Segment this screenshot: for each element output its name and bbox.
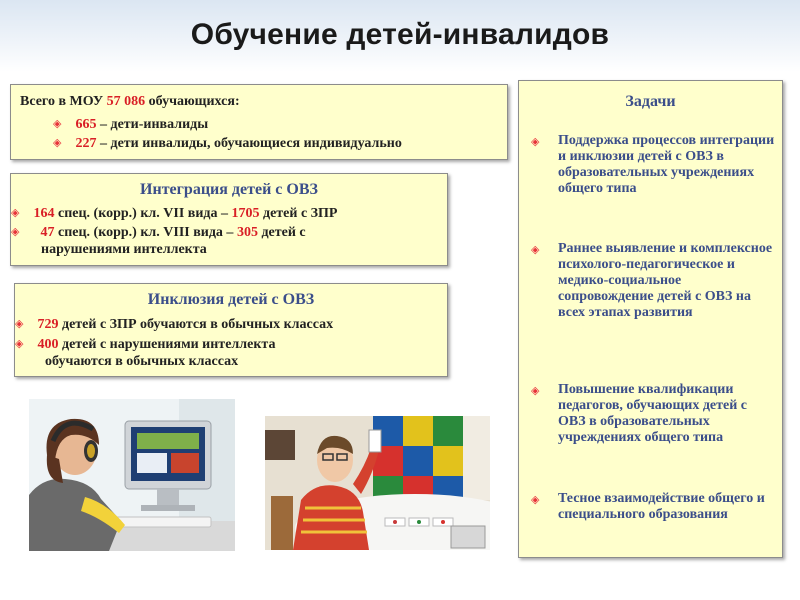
item-text: спец. (корр.) кл. VII вида – [54, 206, 232, 221]
page-title: Обучение детей-инвалидов [190, 18, 610, 51]
list-item [53, 134, 402, 153]
diamond-bullet-icon: ◈ [15, 317, 24, 330]
item-text: детей с ЗПР обучаются в обычных классах [58, 317, 334, 332]
list-item [53, 115, 208, 134]
tasks-header: Задачи [625, 93, 676, 110]
item-number: 400 [37, 337, 59, 352]
list-item [15, 335, 275, 354]
diamond-bullet-icon: ◈ [53, 136, 62, 149]
diamond-bullet-icon: ◈ [11, 225, 20, 238]
list-item-continuation: нарушениями интеллекта [41, 242, 207, 257]
item-text: – дети-инвалиды [96, 117, 209, 132]
task-text: Тесное взаимодействие общего и специального образования [558, 491, 765, 522]
integration-box [10, 173, 448, 266]
inclusion-header: Инклюзия детей с ОВЗ [147, 291, 315, 308]
item-number: 227 [75, 136, 97, 151]
photo-girl-at-computer-illustration [29, 399, 235, 551]
photo-girl-at-computer [29, 399, 235, 551]
inclusion-box [14, 283, 448, 377]
summary-total: 57 086 [106, 94, 146, 109]
item-text: – дети инвалиды, обучающиеся индивидуально [96, 136, 402, 151]
diamond-bullet-icon: ◈ [531, 384, 540, 397]
list-item [11, 204, 337, 223]
photo-boy-with-card-illustration [265, 416, 490, 550]
tasks-box [518, 80, 783, 558]
list-item [11, 223, 306, 242]
diamond-bullet-icon: ◈ [531, 243, 540, 256]
diamond-bullet-icon: ◈ [531, 135, 540, 148]
list-item-continuation: обучаются в обычных классах [45, 354, 239, 369]
item-text: детей с ЗПР [259, 206, 338, 221]
item-text: детей с [257, 225, 306, 240]
diamond-bullet-icon: ◈ [15, 337, 24, 350]
list-item [15, 315, 333, 334]
item-number: 1705 [231, 206, 260, 221]
task-text: Повышение квалификации педагогов, обучающих детей с ОВЗ в образовательных учреждениях общего типа [558, 382, 748, 445]
summary-total-line [20, 93, 240, 111]
task-text: Раннее выявление и комплексное психолого-педагогическое и медико-социальное сопровождение детей с ОВЗ на всех этапах развития [558, 241, 773, 320]
item-number: 729 [37, 317, 59, 332]
summary-suffix: обучающихся: [145, 94, 240, 109]
diamond-bullet-icon: ◈ [11, 206, 20, 219]
item-text: детей с нарушениями интеллекта [58, 337, 276, 352]
diamond-bullet-icon: ◈ [531, 493, 540, 506]
task-item [531, 241, 776, 321]
summary-prefix: Всего в МОУ [20, 94, 107, 109]
summary-box [10, 84, 508, 160]
item-number: 47 [40, 225, 55, 240]
task-item [531, 133, 776, 197]
task-item [531, 382, 776, 446]
task-item [531, 491, 776, 523]
item-text: спец. (корр.) кл. VIII вида – [54, 225, 237, 240]
item-number: 665 [75, 117, 97, 132]
item-number: 305 [236, 225, 258, 240]
task-text: Поддержка процессов интеграции и инклюзии детей с ОВЗ в образовательных учреждениях общего типа [558, 133, 775, 196]
diamond-bullet-icon: ◈ [53, 117, 62, 130]
photo-boy-with-card [265, 416, 490, 550]
item-number: 164 [33, 206, 55, 221]
integration-header: Интеграция детей с ОВЗ [140, 181, 318, 198]
